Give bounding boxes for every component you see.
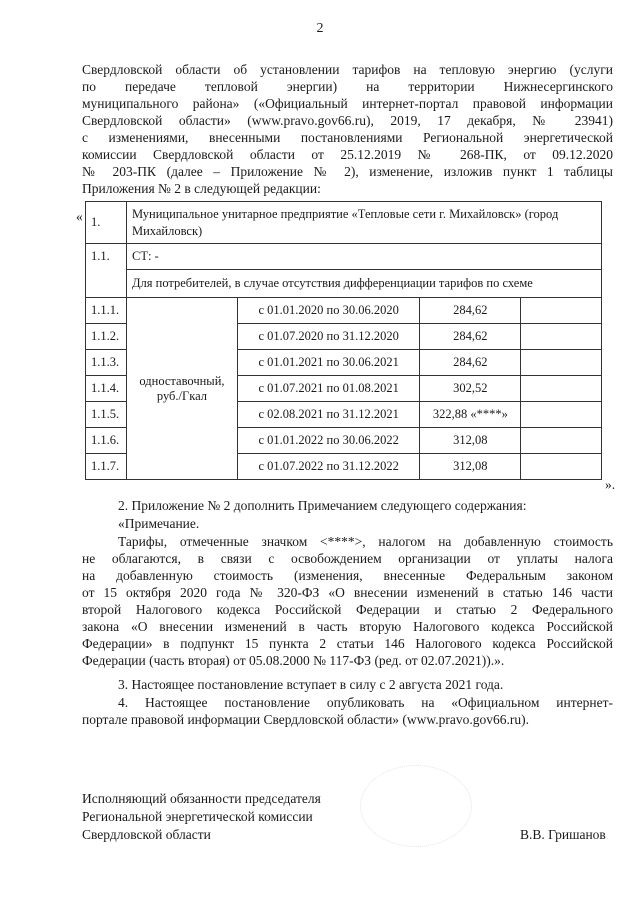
tariff-value: 284,62 (420, 324, 521, 350)
row-number: 1.1.7. (86, 454, 127, 480)
note-line: от 15 октября 2020 года № 320-ФЗ «О внесении изменений в статью 146 части (82, 585, 613, 600)
row-number: 1.1.1. (86, 298, 127, 324)
empty-cell (521, 454, 602, 480)
empty-cell (521, 324, 602, 350)
period: с 01.01.2020 по 30.06.2020 (237, 298, 420, 324)
tariff-type: одноставочный, руб./Гкал (126, 298, 237, 480)
item-3: 3. Настоящее постановление вступает в силу с 2 августа 2021 года. (118, 677, 504, 692)
position-line: Свердловской области (82, 827, 211, 842)
empty-cell (521, 402, 602, 428)
row-number: 1.1.3. (86, 350, 127, 376)
intro-line: Свердловской области» (www.pravo.gov66.ru), 2019, 17 декабря, № 23941) (82, 113, 613, 128)
period: с 02.08.2021 по 31.12.2021 (237, 402, 420, 428)
intro-line: № 203-ПК (далее – Приложение № 2), изменение, изложив пункт 1 таблицы (82, 164, 613, 179)
period: с 01.07.2021 по 01.08.2021 (237, 376, 420, 402)
tariff-value: 284,62 (420, 350, 521, 376)
faint-stamp-mark (360, 765, 472, 847)
empty-cell (521, 298, 602, 324)
organization-name: Муниципальное унитарное предприятие «Тепловые сети г. Михайловск» (город Михайловск) (126, 202, 601, 244)
item-2: 2. Приложение № 2 дополнить Примечанием следующего содержания: (118, 498, 527, 513)
intro-line: комиссии Свердловской области от 25.12.2019 № 268-ПК, от 09.12.2020 (82, 147, 613, 162)
tariff-value: 312,08 (420, 454, 521, 480)
intro-line: муниципального района» («Официальный интернет-портал правовой информации (82, 96, 613, 111)
row-number: 1.1.2. (86, 324, 127, 350)
intro-line: Приложения № 2 в следующей редакции: (82, 181, 321, 196)
row-number: 1.1.5. (86, 402, 127, 428)
empty-cell (521, 350, 602, 376)
item-4 (82, 694, 613, 728)
table-row (86, 298, 602, 324)
table-row (86, 270, 602, 298)
system-type: СТ: - (126, 244, 601, 270)
note-line: второй Налогового кодекса Российской Федерации и статью 2 Федерального (82, 602, 613, 617)
note-paragraph (82, 533, 613, 669)
empty-cell (521, 376, 602, 402)
table-open-quote: « (76, 209, 83, 224)
page-number: 2 (316, 21, 324, 36)
tariff-table (85, 201, 602, 480)
empty-cell (521, 428, 602, 454)
intro-line: по передаче тепловой энергии) на территории Нижнесергинского (82, 79, 613, 94)
position-line: Исполняющий обязанности председателя (82, 791, 321, 806)
tariff-value: 284,62 (420, 298, 521, 324)
note-line: Федерации (часть вторая) от 05.08.2000 № 117-ФЗ (ред. от 02.07.2021)).». (82, 653, 505, 668)
intro-line: Свердловской области об установлении тарифов на тепловую энергию (услуги (82, 62, 613, 77)
note-line: Тарифы, отмеченные значком <****>, налогом на добавленную стоимость (118, 534, 613, 549)
note-line: Федерации» в подпункт 15 пункта 2 статьи 146 Налогового кодекса Российской (82, 636, 613, 651)
table-row (86, 202, 602, 244)
intro-paragraph (82, 61, 613, 197)
item-4-line: портале правовой информации Свердловской области» (www.pravo.gov66.ru). (82, 712, 530, 727)
note-line: закона «О внесении изменений в часть вторую Налогового кодекса Российской (82, 619, 613, 634)
position-line: Региональной энергетической комиссии (82, 809, 313, 824)
period: с 01.07.2020 по 31.12.2020 (237, 324, 420, 350)
note-line: не облагаются, в связи с освобождением организации от уплаты налога (82, 551, 613, 566)
table-close-quote: ». (605, 477, 616, 492)
period: с 01.01.2022 по 30.06.2022 (237, 428, 420, 454)
tariff-value: 302,52 (420, 376, 521, 402)
table-row (86, 244, 602, 270)
signatory-name: В.В. Гришанов (520, 827, 606, 842)
tariff-value: 322,88 «****» (420, 402, 521, 428)
period: с 01.07.2022 по 31.12.2022 (237, 454, 420, 480)
row-number: 1.1. (86, 244, 127, 298)
tariff-value: 312,08 (420, 428, 521, 454)
consumers-note: Для потребителей, в случае отсутствия дифференциации тарифов по схеме (126, 270, 601, 298)
row-number: 1.1.6. (86, 428, 127, 454)
period: с 01.01.2021 по 30.06.2021 (237, 350, 420, 376)
note-title: «Примечание. (118, 516, 200, 531)
row-number: 1. (86, 202, 127, 244)
item-4-line: 4. Настоящее постановление опубликовать на «Официальном интернет- (118, 695, 613, 710)
signatory-position (82, 790, 321, 844)
intro-line: с изменениями, внесенными постановлениями Региональной энергетической (82, 130, 613, 145)
note-line: на добавленную стоимость (изменения, внесенные Федеральным законом (82, 568, 613, 583)
row-number: 1.1.4. (86, 376, 127, 402)
